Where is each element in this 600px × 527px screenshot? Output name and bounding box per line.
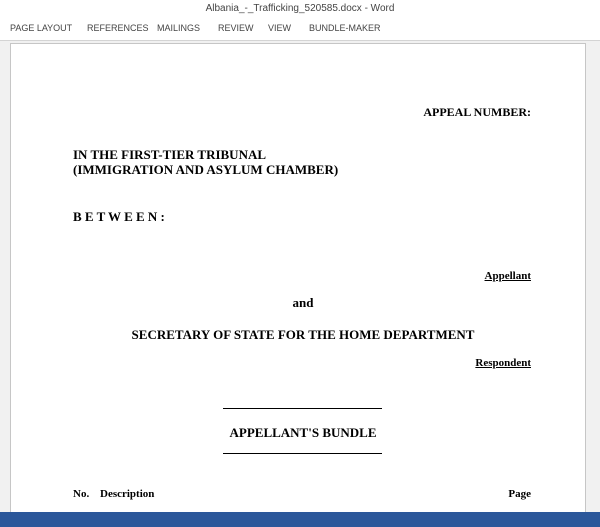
tab-review[interactable]: REVIEW xyxy=(218,23,254,33)
index-header-page: Page xyxy=(508,488,531,500)
ribbon-tab-bar xyxy=(0,18,600,41)
appeal-number-label: APPEAL NUMBER: xyxy=(423,105,531,119)
index-header-no: No. xyxy=(73,488,90,500)
bundle-title: APPELLANT'S BUNDLE xyxy=(229,425,377,440)
index-header-description: Description xyxy=(100,488,155,500)
appellant-label: Appellant xyxy=(484,270,531,282)
respondent-name: SECRETARY OF STATE FOR THE HOME DEPARTMENT xyxy=(131,327,475,342)
window-title: Albania_-_Trafficking_520585.docx - Word xyxy=(0,0,600,18)
tribunal-name-line2: (IMMIGRATION AND ASYLUM CHAMBER) xyxy=(73,162,339,177)
document-page[interactable] xyxy=(10,43,586,513)
bundle-title-bottom-rule xyxy=(223,453,382,454)
tribunal-name-line1: IN THE FIRST-TIER TRIBUNAL xyxy=(73,147,267,162)
between-heading: B E T W E E N : xyxy=(73,209,165,224)
and-separator: and xyxy=(292,295,314,310)
tab-page-layout[interactable]: PAGE LAYOUT xyxy=(10,23,73,33)
tab-bundle-maker[interactable]: BUNDLE-MAKER xyxy=(309,23,381,33)
status-bar xyxy=(0,512,600,527)
bundle-title-top-rule xyxy=(223,408,382,409)
tab-mailings[interactable]: MAILINGS xyxy=(157,23,201,33)
tab-view[interactable]: VIEW xyxy=(268,23,292,33)
tab-references[interactable]: REFERENCES xyxy=(87,23,149,33)
respondent-label: Respondent xyxy=(475,357,531,369)
